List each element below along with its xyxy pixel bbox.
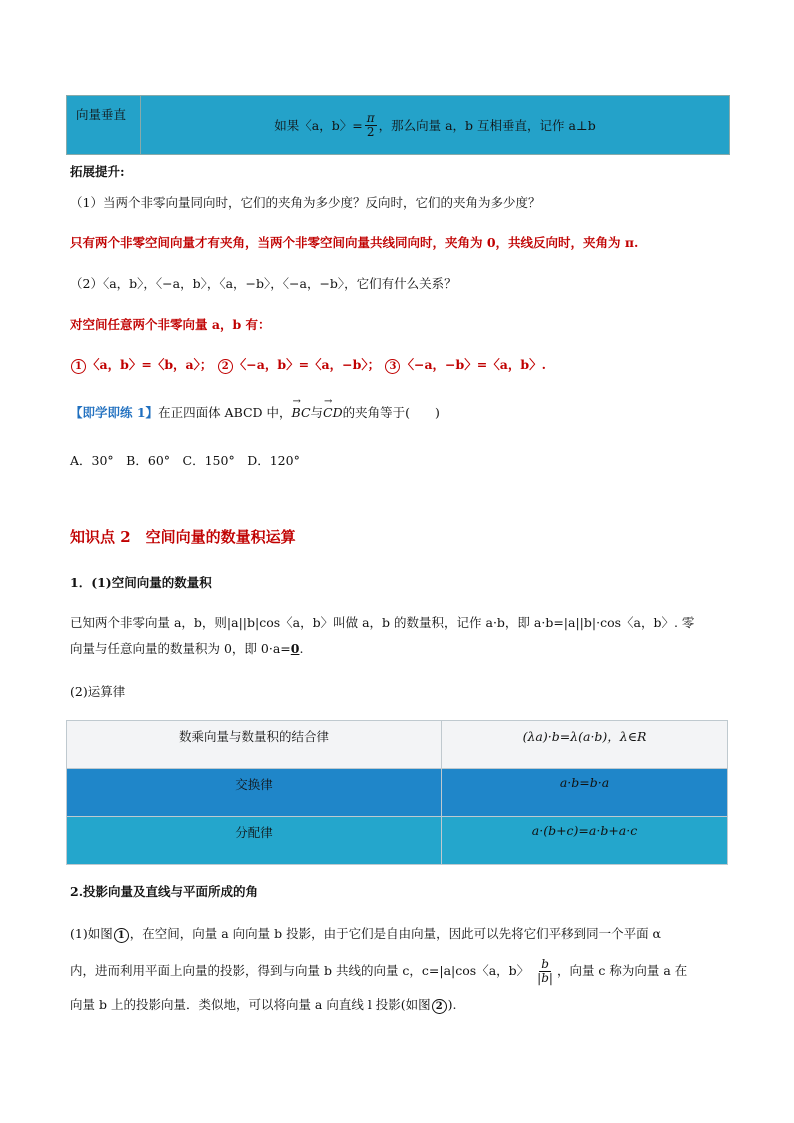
law-formula: (λa)·b=λ(a·b)，λ∈R	[442, 721, 728, 769]
practice-tag: 【即学即练 1】	[70, 405, 159, 420]
para-line-1-post: ，在空间，向量 a 向向量 b 投影，由于它们是自由向量，因此可以先将它们平移到同一个平面 α	[129, 926, 661, 941]
perp-text-post: ，那么向量 a，b 互相垂直，记作 a⊥b	[378, 118, 596, 133]
answer-2-title: 对空间任意两个非零向量 a，b 有：	[70, 317, 271, 332]
question-2: （2）〈a，b〉，〈−a，b〉，〈a，−b〉，〈−a，−b〉，它们有什么关系？	[70, 276, 457, 291]
question-1: （1）当两个非零向量同向时，它们的夹角为多少度？反向时，它们的夹角为多少度？	[70, 195, 541, 210]
projection-para-line-3	[70, 996, 457, 1014]
answer-1: 只有两个非零空间向量才有夹角，当两个非零空间向量共线同向时，夹角为 0，共线反向时，夹角为 π.	[70, 235, 639, 250]
vector-bc: → BC	[292, 404, 311, 422]
vector-cd: → CD	[323, 404, 343, 422]
section-2-title: 知识点 2 空间向量的数量积运算	[70, 528, 296, 546]
circled-number-2: 2	[218, 359, 233, 374]
figure-ref-2: 2	[432, 999, 447, 1014]
answer-2-items	[70, 356, 546, 374]
table-row	[67, 817, 728, 865]
perp-definition	[141, 96, 729, 154]
perp-label: 向量垂直	[67, 96, 141, 154]
para-line-2-pre: 内，进而利用平面上向量的投影，得到与向量 b 共线的向量 c，c=|a|cos〈a，b〉	[70, 963, 530, 978]
practice-question	[70, 404, 440, 422]
zero-vector: 0	[290, 641, 300, 656]
frac-denominator: 2	[366, 124, 375, 139]
law-name: 数乘向量与数量积的结合律	[67, 721, 442, 769]
table-row	[67, 769, 728, 817]
law-formula: a·(b+c)=a·b+a·c	[442, 817, 728, 865]
figure-ref-1: 1	[114, 928, 129, 943]
para-line-1-pre: (1)如图	[70, 926, 113, 941]
b-over-norm-b-fraction	[535, 958, 555, 985]
operation-laws-title: (2)运算律	[70, 684, 126, 699]
para-line-2-post: ，向量 c 称为向量 a 在	[556, 963, 688, 978]
frac-numerator: π	[366, 110, 375, 125]
relation-3: 〈−a，−b〉=〈a，b〉.	[401, 357, 546, 372]
dot-product-definition-line-1: 已知两个非零向量 a，b，则|a||b|cos〈a，b〉叫做 a，b 的数量积，记作 a·b，即 a·b=|a||b|·cos〈a，b〉. 零	[70, 615, 695, 630]
practice-text-post: 的夹角等于( )	[342, 405, 440, 420]
para-line-3-post: ).	[447, 997, 457, 1012]
subsection-1-title: 1．(1)空间向量的数量积	[70, 575, 212, 590]
extend-title: 拓展提升:	[70, 164, 125, 179]
relation-2: 〈−a，b〉=〈a，−b〉；	[233, 357, 381, 372]
pi-over-2-fraction	[365, 112, 377, 139]
relation-1: 〈a，b〉=〈b，a〉；	[87, 357, 213, 372]
table-row	[67, 721, 728, 769]
subsection-2-title: 2.投影向量及直线与平面所成的角	[70, 884, 259, 899]
practice-text-pre: 在正四面体 ABCD 中，	[158, 405, 292, 420]
perpendicular-table	[66, 95, 730, 155]
def-line-2-pre: 向量与任意向量的数量积为 0，即 0·a=	[70, 641, 291, 656]
law-name: 交换律	[67, 769, 442, 817]
frac-numerator: b	[541, 957, 549, 971]
dot-product-definition-line-2	[70, 640, 303, 658]
projection-para-line-1	[70, 925, 661, 943]
perp-text-pre: 如果〈a，b〉=	[274, 118, 363, 133]
circled-number-3: 3	[385, 359, 400, 374]
law-formula: a·b=b·a	[442, 769, 728, 817]
circled-number-1: 1	[71, 359, 86, 374]
practice-mid: 与	[310, 405, 324, 420]
def-line-2-post: .	[299, 641, 304, 656]
law-name: 分配律	[67, 817, 442, 865]
para-line-3-pre: 向量 b 上的投影向量．类似地，可以将向量 a 向直线 l 投影(如图	[70, 997, 431, 1012]
frac-denominator: |b|	[537, 971, 553, 985]
operation-laws-table	[66, 720, 728, 865]
projection-para-line-2	[70, 958, 687, 985]
answer-choices: A．30° B．60° C．150° D．120°	[70, 453, 300, 468]
